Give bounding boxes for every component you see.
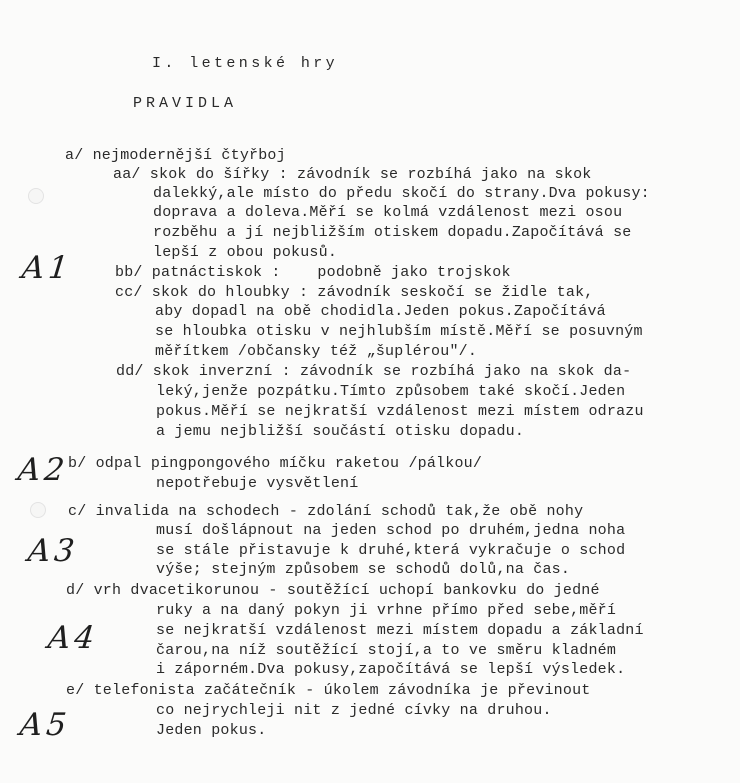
text-line: ruky a na daný pokyn ji vrhne přímo před sebe,měří <box>156 602 617 619</box>
text-line: cc/ skok do hloubky : závodník seskočí se židle tak, <box>115 284 594 301</box>
text-line: e/ telefonista začátečník - úkolem závodníka je převinout <box>66 682 591 699</box>
text-line: lepší z obou pokusů. <box>153 244 338 261</box>
handwritten-annotation: A2 <box>16 452 71 488</box>
text-line: d/ vrh dvacetikorunou - soutěžící uchopí bankovku do jedné <box>66 582 600 599</box>
text-line: aby dopadl na obě chodidla.Jeden pokus.Započítává <box>155 303 606 320</box>
text-line: b/ odpal pingpongového míčku raketou /pálkou/ <box>68 455 483 472</box>
text-line: se nejkratší vzdálenost mezi místem dopadu a základní <box>156 622 644 639</box>
text-line: čarou,na níž soutěžící stojí,a to ve směru kladném <box>156 642 617 659</box>
text-line: měřítkem /občansky též „šuplérou"/. <box>155 343 478 360</box>
text-line: rozběhu a jí nejbližším otiskem dopadu.Započítává se <box>153 224 632 241</box>
text-line: dalekký,ale místo do předu skočí do strany.Dva pokusy: <box>153 185 650 202</box>
text-line: aa/ skok do šířky : závodník se rozbíhá jako na skok <box>113 166 592 183</box>
text-line: a/ nejmodernější čtyřboj <box>65 147 286 164</box>
text-line: doprava a doleva.Měří se kolmá vzdálenost mezi osou <box>153 204 623 221</box>
text-line: nepotřebuje vysvětlení <box>156 475 359 492</box>
text-line: dd/ skok inverzní : závodník se rozbíhá jako na skok da- <box>116 363 632 380</box>
handwritten-annotation: A1 <box>20 250 75 286</box>
document-heading: PRAVIDLA <box>133 95 238 112</box>
document-title: I. letenské hry <box>152 55 339 72</box>
text-line: leký,jenže pozpátku.Tímto způsobem také skočí.Jeden <box>156 383 626 400</box>
text-line: bb/ patnáctiskok : podobně jako trojskok <box>115 264 511 281</box>
text-line: se stále přistavuje k druhé,která vykračuje o schod <box>156 542 626 559</box>
text-line: Jeden pokus. <box>156 722 267 739</box>
text-line: pokus.Měří se nejkratší vzdálenost mezi místem odrazu <box>156 403 644 420</box>
text-line: i záporném.Dva pokusy,započítává se lepší výsledek. <box>156 661 626 678</box>
text-line: se hloubka otisku v nejhlubším místě.Měří se posuvným <box>155 323 643 340</box>
text-line: co nejrychleji nit z jedné cívky na druhou. <box>156 702 552 719</box>
text-line: a jemu nejbližší součástí otisku dopadu. <box>156 423 525 440</box>
handwritten-annotation: A5 <box>18 707 73 743</box>
text-line: musí došlápnout na jeden schod po druhém,jedna noha <box>156 522 626 539</box>
punch-hole-mark <box>30 502 46 518</box>
handwritten-annotation: A4 <box>46 620 101 656</box>
text-line: c/ invalida na schodech - zdolání schodů tak,že obě nohy <box>68 503 584 520</box>
handwritten-annotation: A3 <box>26 533 81 569</box>
punch-hole-mark <box>28 188 44 204</box>
text-line: výše; stejným způsobem se schodů dolů,na čas. <box>156 561 571 578</box>
